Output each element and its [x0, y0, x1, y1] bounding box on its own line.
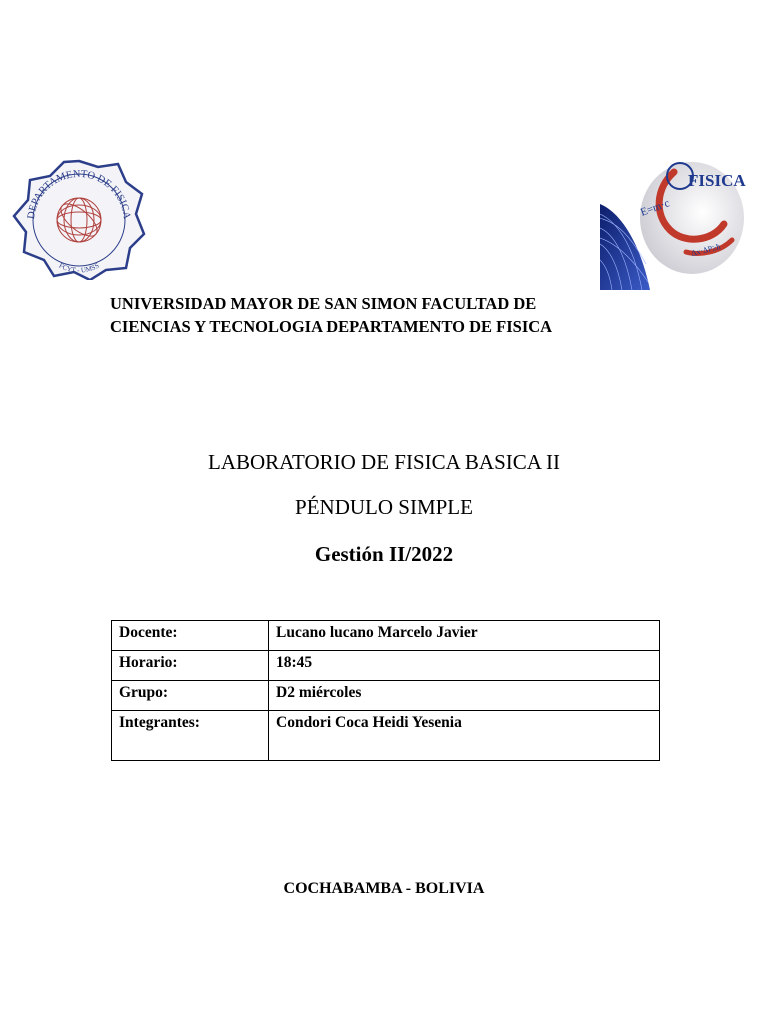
departamento-de-fisica-seal-icon — [8, 158, 150, 280]
svg-text:FISICA: FISICA — [688, 171, 746, 190]
info-value: 18:45 — [269, 651, 660, 681]
term-title: Gestión II/2022 — [314, 542, 454, 566]
info-label: Integrantes: — [112, 711, 269, 761]
svg-text:FCYT - UMSS: FCYT - UMSS — [57, 261, 101, 275]
location-footer: COCHABAMBA - BOLIVIA — [283, 880, 485, 897]
info-table — [111, 620, 660, 761]
info-label: Docente: — [112, 621, 269, 651]
institution-line-2: CIENCIAS Y TECNOLOGIA DEPARTAMENTO DE FISICA — [110, 317, 553, 336]
institution-line-1: UNIVERSIDAD MAYOR DE SAN SIMON FACULTAD DE — [110, 294, 537, 313]
svg-text:DEPARTAMENTO DE FISICA: DEPARTAMENTO DE FISICA — [25, 168, 133, 220]
info-value: D2 miércoles — [269, 681, 660, 711]
svg-text:E=m·c: E=m·c — [638, 197, 672, 219]
info-value: Condori Coca Heidi Yesenia — [269, 711, 660, 761]
table-row — [112, 711, 660, 761]
fisica-logo-icon — [600, 152, 746, 290]
topic-title: PÉNDULO SIMPLE — [295, 495, 473, 519]
course-title: LABORATORIO DE FISICA BASICA II — [208, 450, 560, 474]
table-row — [112, 681, 660, 711]
institution-name — [110, 292, 630, 338]
info-value: Lucano lucano Marcelo Javier — [269, 621, 660, 651]
table-row — [112, 651, 660, 681]
info-label: Horario: — [112, 651, 269, 681]
table-row — [112, 621, 660, 651]
svg-text:Δx·ΔP≥ħ: Δx·ΔP≥ħ — [690, 241, 722, 258]
info-label: Grupo: — [112, 681, 269, 711]
